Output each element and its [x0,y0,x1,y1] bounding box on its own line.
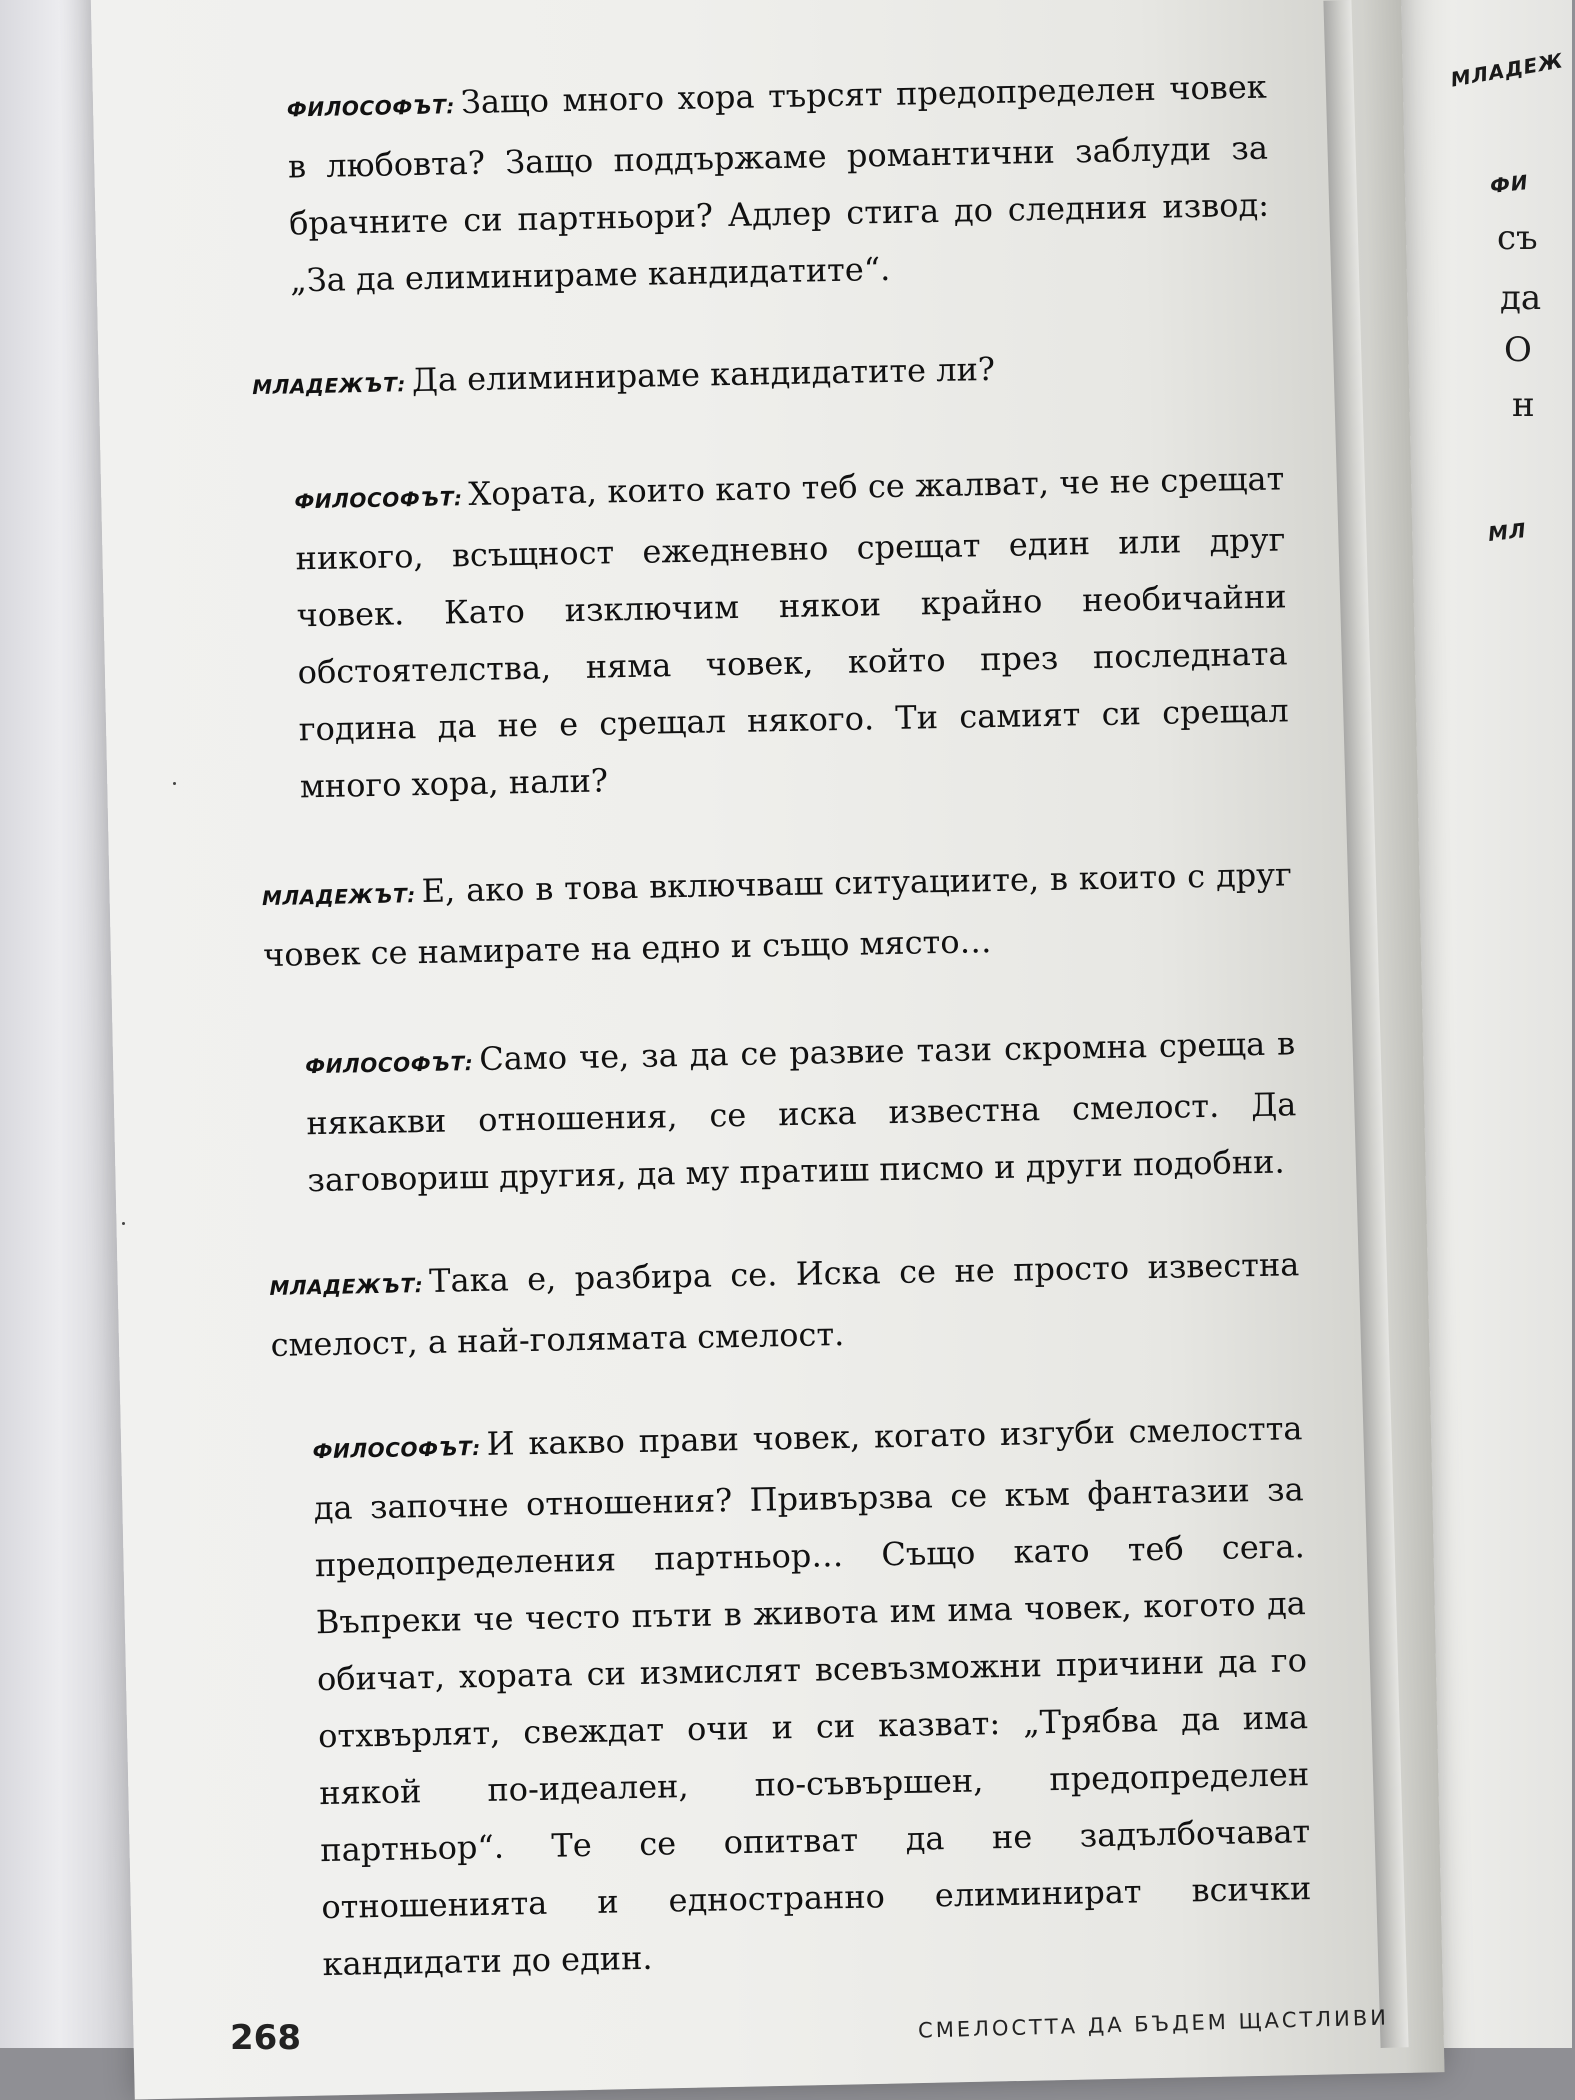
facing-page-text: н [1512,385,1535,425]
speaker-label: ФИЛОСОФЪТ: [286,94,456,122]
speaker-label: ФИЛОСОФЪТ: [312,1435,482,1464]
speaker-label: МЛАДЕЖЪТ: [261,883,417,911]
dialogue-paragraph [305,1015,1298,1209]
facing-page-speaker: ФИ [1488,170,1530,198]
dialogue-paragraph [294,450,1290,815]
paragraph-text: Само че, за да се развие тази скромна среща в някакви отношения, се иска известна смелост. Да заговориш другия, да му пратиш писмо и други подобни. [306,1024,1297,1200]
speaker-label: ФИЛОСОФЪТ: [294,486,463,514]
page-number: 268 [230,2018,301,2058]
dialogue-paragraph [286,59,1270,310]
running-title: СМЕЛОСТТА ДА БЪДЕМ ЩАСТЛИВИ [917,2005,1390,2043]
paragraph-text: Защо много хора търсят предопределен човек в любовта? Защо поддържаме романтични заблуди за брачните си партньори? Адлер стига до следния извод: „За да елиминираме кандидатите“. [287,67,1270,300]
dialogue-paragraph [261,846,1293,984]
dialogue-paragraph [269,1236,1301,1374]
paper-speck [173,782,176,785]
facing-page-header: МЛАДЕЖ [1448,48,1566,92]
paragraph-text: Така е, разбира се. Иска се не просто известна смелост, а най-голямата смелост. [270,1245,1300,1365]
facing-page-text: съ [1497,218,1538,258]
speaker-label: МЛАДЕЖЪТ: [269,1273,424,1301]
paragraph-text: Хората, които като теб се жалват, че не срещат никого, всъщност ежедневно срещат един или друг човек. Като изключим някои крайно необичайни обстоятелства, няма човек, който през последната година да не е срещал някого. Ти самият си срещал много хора, нали? [295,459,1289,806]
dialogue-paragraph [312,1400,1313,1993]
dialogue-paragraph [252,335,1283,416]
paragraph-text: Е, ако в това включваш ситуациите, в които с друг човек се намирате на едно и също място… [262,855,1293,975]
facing-page-text: да [1500,278,1542,318]
speaker-label: ФИЛОСОФЪТ: [305,1051,474,1079]
paragraph-text: Да елиминираме кандидатите ли? [411,349,996,400]
facing-page-speaker: МЛ [1486,518,1528,546]
paragraph-text: И какво прави човек, когато изгуби смелостта да започне отношения? Привързва се към фантазии за предопределения партньор… Също като теб сега. Въпреки че често пъти в живота им има човек, когото да обичат, хората си измислят всевъзможни причини да го отхвърлят, свеждат очи и си казват: „Трябва да има някой по-идеален, по-съвършен, предопределен партньор“. Те се опитват да не задълбочават отношенията и едностранно елиминират всички кандидати до един. [313,1409,1312,1984]
facing-page-text: О [1504,330,1532,370]
speaker-label: МЛАДЕЖЪТ: [252,372,407,400]
paper-speck [122,1222,125,1225]
